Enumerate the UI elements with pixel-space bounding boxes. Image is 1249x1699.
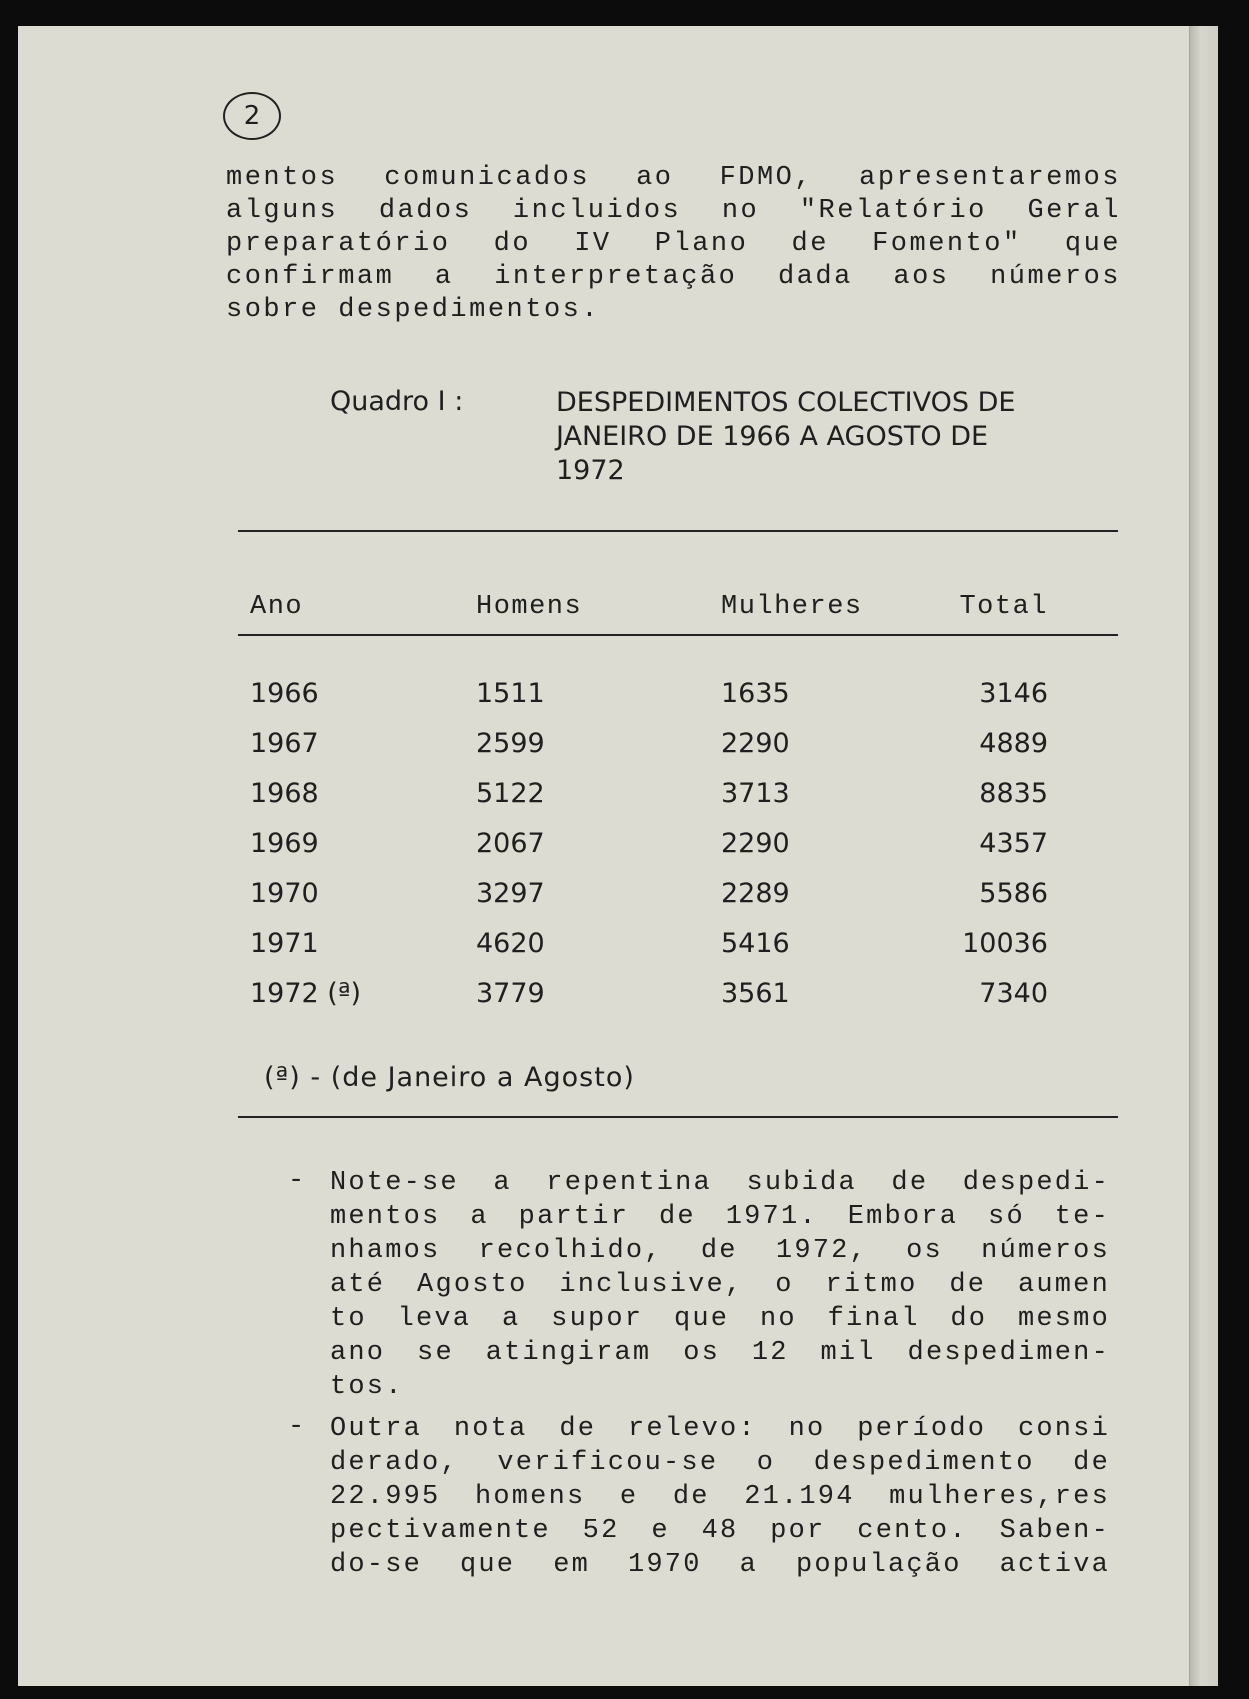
cell-total: 8835 <box>979 778 1048 809</box>
document-page <box>18 26 1218 1686</box>
bullet-line: Outra nota de relevo: no período consi <box>330 1414 1110 1444</box>
cell-homens: 4620 <box>476 928 545 959</box>
cell-mulheres: 5416 <box>721 928 790 959</box>
cell-total: 7340 <box>979 978 1048 1009</box>
cell-ano: 1972 (ª) <box>250 978 362 1009</box>
cell-total: 4889 <box>979 728 1048 759</box>
quadro-title-line: DESPEDIMENTOS COLECTIVOS DE <box>556 387 1016 418</box>
bullet-line: nhamos recolhido, de 1972, os números <box>330 1236 1110 1266</box>
header-ano: Ano <box>250 592 304 622</box>
cell-homens: 1511 <box>476 678 545 709</box>
header-homens: Homens <box>476 592 583 622</box>
intro-line: confirmam a interpretação dada aos números <box>226 262 1121 292</box>
intro-line: mentos comunicados ao FDMO, apresentaremos <box>226 163 1121 193</box>
cell-homens: 3779 <box>476 978 545 1009</box>
cell-homens: 3297 <box>476 878 545 909</box>
table-header-rule <box>238 634 1118 636</box>
quadro-title-line: JANEIRO DE 1966 A AGOSTO DE <box>556 421 989 452</box>
cell-ano: 1967 <box>250 728 319 759</box>
bullet-dash: - <box>288 1166 305 1196</box>
table-bottom-rule <box>238 1116 1118 1118</box>
cell-mulheres: 1635 <box>721 678 790 709</box>
cell-total: 5586 <box>979 878 1048 909</box>
table-top-rule <box>238 530 1118 532</box>
header-total: Total <box>959 592 1048 622</box>
cell-homens: 2067 <box>476 828 545 859</box>
bullet-line: do-se que em 1970 a população activa <box>330 1550 1110 1580</box>
bullet-line: pectivamente 52 e 48 por cento. Saben- <box>330 1516 1110 1546</box>
cell-homens: 5122 <box>476 778 545 809</box>
quadro-title-line: 1972 <box>556 455 625 486</box>
cell-ano: 1966 <box>250 678 319 709</box>
quadro-title <box>556 386 1111 488</box>
cell-mulheres: 3713 <box>721 778 790 809</box>
bullet-paragraph-1 <box>330 1166 1110 1404</box>
bullet-line: ano se atingiram os 12 mil despedimen- <box>330 1338 1110 1368</box>
bullet-line: até Agosto inclusive, o ritmo de aumen <box>330 1270 1110 1300</box>
bullet-line: Note-se a repentina subida de despedi- <box>330 1168 1110 1198</box>
bullet-line: mentos a partir de 1971. Embora só te- <box>330 1202 1110 1232</box>
bullet-line: tos. <box>330 1372 404 1402</box>
cell-ano: 1971 <box>250 928 319 959</box>
cell-ano: 1969 <box>250 828 319 859</box>
intro-line: alguns dados incluidos no "Relatório Geral <box>226 196 1121 226</box>
cell-mulheres: 2290 <box>721 828 790 859</box>
bullet-line: derado, verificou-se o despedimento de <box>330 1448 1110 1478</box>
cell-mulheres: 2290 <box>721 728 790 759</box>
quadro-label: Quadro I : <box>330 386 464 417</box>
page-number: 2 <box>223 92 281 140</box>
cell-homens: 2599 <box>476 728 545 759</box>
bullet-line: 22.995 homens e de 21.194 mulheres,res <box>330 1482 1110 1512</box>
cell-ano: 1970 <box>250 878 319 909</box>
cell-mulheres: 3561 <box>721 978 790 1009</box>
cell-total: 3146 <box>979 678 1048 709</box>
header-mulheres: Mulheres <box>721 592 863 622</box>
cell-ano: 1968 <box>250 778 319 809</box>
table-footnote: (ª) - (de Janeiro a Agosto) <box>264 1062 635 1093</box>
cell-total: 10036 <box>962 928 1048 959</box>
bullet-line: to leva a supor que no final do mesmo <box>330 1304 1110 1334</box>
intro-paragraph <box>226 162 1121 327</box>
bullet-paragraph-2 <box>330 1412 1110 1582</box>
intro-line: sobre despedimentos. <box>226 295 601 325</box>
cell-mulheres: 2289 <box>721 878 790 909</box>
page-edge-strip <box>1189 26 1218 1686</box>
bullet-dash: - <box>288 1412 305 1442</box>
cell-total: 4357 <box>979 828 1048 859</box>
intro-line: preparatório do IV Plano de Fomento" que <box>226 229 1121 259</box>
